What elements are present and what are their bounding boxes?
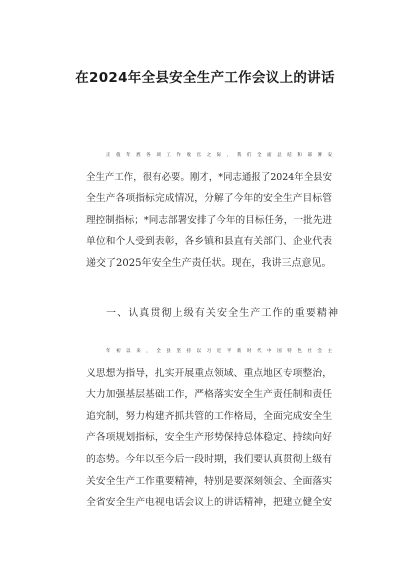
paragraph-line: 理控制指标；*同志部署安排了今年的目标任务，一批先进 (86, 214, 332, 226)
section-heading-1: 一、认真贯彻上级有关安全生产工作的重要精神 (106, 308, 340, 319)
paragraph-line: 正值年底各项工作收官之际，我们全面总结和部署安 (106, 153, 332, 158)
paragraph-line: 递交了2025年安全生产责任状。现在，我讲三点意见。 (86, 257, 332, 269)
paragraph-line: 追究制，努力构建齐抓共管的工作格局，全面完成安全生 (86, 410, 332, 422)
paragraph-line: 产各项规划指标，安全生产形势保持总体稳定、持续向好 (86, 432, 332, 444)
document-title: 在2024年全县安全生产工作会议上的讲话 (75, 70, 335, 86)
paragraph-line: 全生产工作，很有必要。刚才，*同志通报了2024年全县安 (86, 171, 332, 183)
paragraph-line: 全生产各项指标完成情况，分解了今年的安全生产目标管 (86, 193, 332, 205)
paragraph-line: 义思想为指导，扎实开展重点领域、重点地区专项整治， (86, 367, 332, 379)
paragraph-line: 全省安全生产电视电话会议上的讲话精神，把建立健全安 (86, 497, 332, 509)
paragraph-line: 的态势。今年以至今后一段时期，我们要认真贯彻上级有 (86, 453, 332, 465)
paragraph-section-1 (86, 341, 332, 514)
paragraph-line: 单位和个人受到表彰，各乡镇和县直有关部门、企业代表 (86, 236, 332, 248)
paragraph-intro (86, 145, 332, 275)
paragraph-line: 关安全生产工作重要精神，特别是要深刻领会、全面落实 (86, 475, 332, 487)
paragraph-line: 年初以来，全县坚持以习近平新时代中国特色社会主 (106, 349, 332, 354)
paragraph-line: 大力加强基层基础工作，严格落实安全生产责任制和责任 (86, 389, 332, 401)
